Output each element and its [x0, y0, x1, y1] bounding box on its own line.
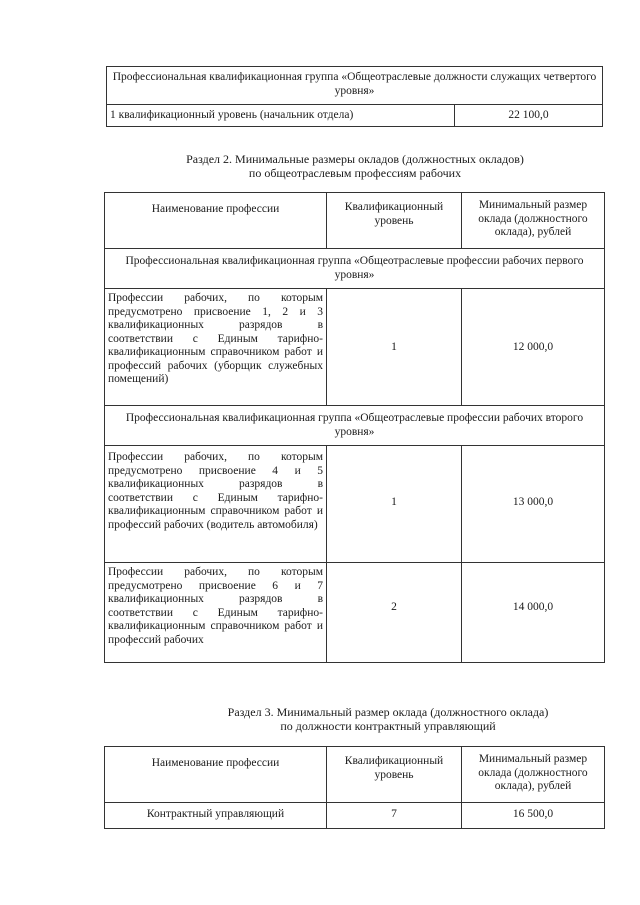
section3-heading — [150, 705, 626, 733]
profession-name-cell: Профессии рабочих, по которым предусмотрено присвоение 1, 2 и 3 квалификационных разрядов в соответствии с Единым тарифно-квалификационным справочником работ и профессий рабочих (уборщик служебных помещений) — [105, 289, 327, 406]
header-qualification-level: Квалификационный уровень — [327, 193, 462, 249]
header-qualification-level: Квалификационный уровень — [327, 747, 462, 803]
table-row — [105, 289, 605, 406]
section3-heading-line2: по должности контрактный управляющий — [280, 719, 496, 733]
table-row — [105, 446, 605, 563]
level-cell: 1 — [327, 446, 462, 563]
profession-name-cell: Профессии рабочих, по которым предусмотрено присвоение 4 и 5 квалификационных разрядов в соответствии с Единым тарифно-квалификационным справочником работ и профессий рабочих (водитель автомобиля) — [105, 446, 327, 563]
profession-name-cell: Контрактный управляющий — [105, 803, 327, 829]
group1-title: Профессиональная квалификационная группа «Общеотраслевые профессии рабочих первого уровня» — [125, 255, 584, 281]
group-title: Профессиональная квалификационная группа «Общеотраслевые должности служащих четвертого уровня» — [112, 71, 597, 97]
table-row — [105, 803, 605, 829]
table-row — [105, 563, 605, 663]
header-min-salary: Минимальный размер оклада (должностного оклада), рублей — [462, 193, 605, 249]
section2-heading — [106, 152, 604, 180]
table-header-row — [105, 747, 605, 803]
group2-title: Профессиональная квалификационная группа «Общеотраслевые профессии рабочих второго уровня» — [125, 412, 584, 438]
section3-heading-line1: Раздел 3. Минимальный размер оклада (должностного оклада) — [227, 705, 549, 719]
table-service-positions-level4 — [106, 66, 603, 127]
header-profession: Наименование профессии — [105, 193, 327, 249]
table-section2 — [104, 192, 605, 663]
salary-cell: 16 500,0 — [462, 803, 605, 829]
salary-cell: 22 100,0 — [455, 105, 603, 127]
group-title-row — [107, 67, 603, 105]
header-profession: Наименование профессии — [105, 747, 327, 803]
table-header-row — [105, 193, 605, 249]
header-min-salary: Минимальный размер оклада (должностного оклада), рублей — [462, 747, 605, 803]
position-name-cell: 1 квалификационный уровень (начальник отдела) — [107, 105, 455, 127]
level-cell: 7 — [327, 803, 462, 829]
section2-heading-line1: Раздел 2. Минимальные размеры окладов (должностных окладов) — [186, 152, 524, 166]
section2-heading-line2: по общеотраслевым профессиям рабочих — [248, 166, 462, 180]
salary-cell: 14 000,0 — [462, 563, 605, 663]
salary-cell: 13 000,0 — [462, 446, 605, 563]
group2-title-row — [105, 406, 605, 446]
salary-cell: 12 000,0 — [462, 289, 605, 406]
table-row — [107, 105, 603, 127]
group1-title-row — [105, 249, 605, 289]
table-section3 — [104, 746, 605, 829]
level-cell: 2 — [327, 563, 462, 663]
level-cell: 1 — [327, 289, 462, 406]
profession-name-cell: Профессии рабочих, по которым предусмотрено присвоение 6 и 7 квалификационных разрядов в соответствии с Единым тарифно-квалификационным справочником работ и профессий рабочих — [105, 563, 327, 663]
